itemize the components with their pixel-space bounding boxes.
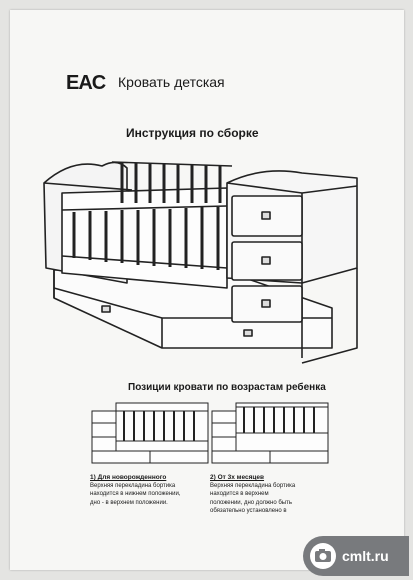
crib-position-2-diagram [210,401,330,469]
caption-heading: 1) Для новорожденного [90,474,167,481]
document-title: Кровать детская [118,74,225,90]
caption-heading: 2) От 3х месяцев [210,474,265,481]
watermark-badge [303,536,409,576]
document-subtitle: Инструкция по сборке [126,126,259,140]
caption-position-2 [210,474,320,515]
section-title: Позиции кровати по возрастам ребенка [128,382,326,393]
crib-illustration [32,148,372,373]
document-page [10,10,404,570]
watermark-text: cmlt.ru [342,548,389,564]
eac-mark: EAC [66,72,106,94]
caption-body: Верхняя перекладина бортика находится в верхнем положении, дно должно быть обязательно установлено в [210,483,296,514]
crib-position-1-diagram [90,401,210,469]
caption-position-1 [90,474,200,507]
caption-body: Верхняя перекладина бортика находится в нижнем положении, дно - в верхнем положении. [90,483,181,506]
camera-icon [309,542,337,570]
